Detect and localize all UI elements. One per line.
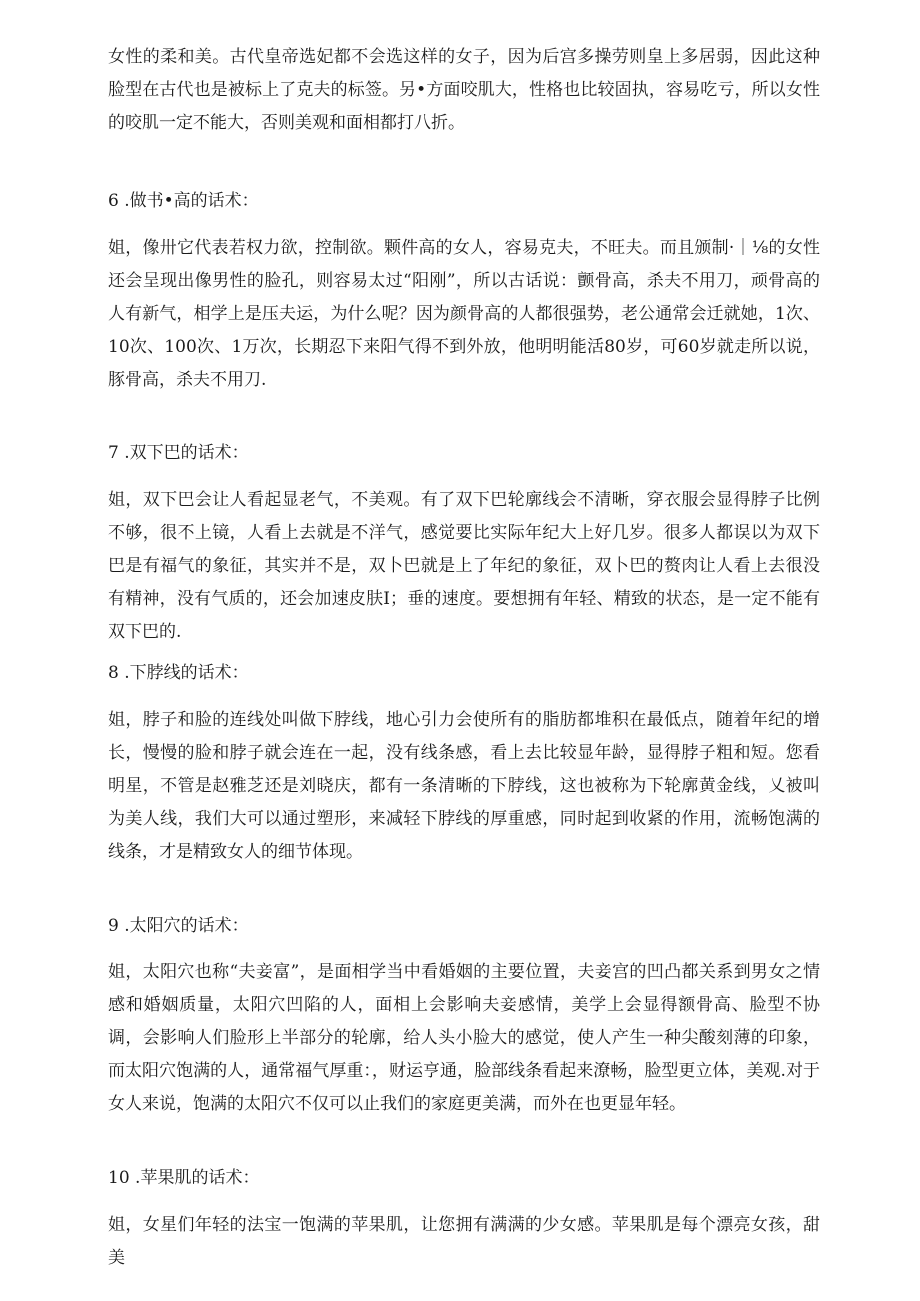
- paragraph-section-9: 姐，太阳穴也称“夫妾富”，是面相学当中看婚姻的主要位置，夫妾宫的凹凸都关系到男女之情感和婚姻质量，太阳穴凹陷的人，面相上会影响夫妾感情，美学上会显得额骨高、脸型不协调，会影响人们脸形上半部分的轮廓，给人头小脸大的感觉，使人产生一种尖酸刻薄的印象，而太阳穴饱满的人，通常福气厚重：，财运亨通，脸部线条看起来潦畅，脸型更立体，美观.对于女人来说，饱满的太阳穴不仅可以止我们的家庭更美满，而外在也更显年轻。: [108, 962, 820, 1114]
- heading-section-10: 10 .苹果肌的话术：: [108, 1168, 260, 1188]
- heading-section-6: 6 .做书•高的话术：: [108, 191, 259, 211]
- paragraph-section-8: 姐，脖子和脸的连线处叫做下脖线，地心引力会使所有的脂肪都堆积在最低点，随着年纪的增长，慢慢的脸和脖子就会连在一起，没有线条感，看上去比较显年龄，显得脖子粗和短。您看明星，不管是赵雅芝还是刘晓庆，都有一条清晰的下脖线，这也被称为下轮廓黄金线，乂被叫为美人线，我们大可以通过塑形，来减轻下脖线的厚重感，同时起到收紧的作用，流畅饱满的线条，才是精致女人的细节体现。: [108, 710, 820, 862]
- heading-section-9: 9 .太阳穴的话术：: [108, 916, 249, 936]
- paragraph-section-10: 姐，女星们年轻的法宝一饱满的苹果肌，让您拥有满满的少女感。苹果肌是每个漂亮女孩，甜美: [108, 1215, 820, 1268]
- paragraph-section-6: 姐，像卅它代表若权力欲，控制欲。颗件高的女人，容易克夫，不旺夫。而且颁制·｜⅛的女性还会呈现出像男性的脸孔，则容易太过“阳刚”，所以古话说：颤骨高，杀夫不用刀，顽骨高的人有新气，相学上是压夫运，为什么呢？因为颜骨高的人都很强势，老公通常会迁就她，1次、10次、100次、1万次，长期忍下来阳气得不到外放，他明明能活80岁，可60岁就走所以说，豚骨高，杀夫不用刀.: [108, 238, 820, 390]
- paragraph-intro: 女性的柔和美。古代皇帝选妃都不会选这样的女子，因为后宫多操劳则皇上多居弱，因此这种脸型在古代也是被标上了克夫的标签。另•方面咬肌大，性格也比较固执，容易吃亏，所以女性的咬肌一定不能大，否则美观和面相都打八折。: [108, 47, 820, 133]
- heading-section-8: 8 .下脖线的话术：: [108, 663, 249, 683]
- heading-section-7: 7 .双下巴的话术：: [108, 443, 249, 463]
- paragraph-section-7: 姐，双下巴会让人看起显老气，不美观。有了双下巴轮廓线会不清晰，穿衣服会显得脖子比例不够，很不上镜，人看上去就是不洋气，感觉要比实际年纪大上好几岁。很多人都误以为双下巴是有福气的象征，其实并不是，双卜巴就是上了年纪的象征，双卜巴的赘肉让人看上去很没有精神，没有气质的，还会加速皮肤I；垂的速度。要想拥有年轻、精致的状态，是一定不能有双下巴的.: [108, 490, 820, 642]
